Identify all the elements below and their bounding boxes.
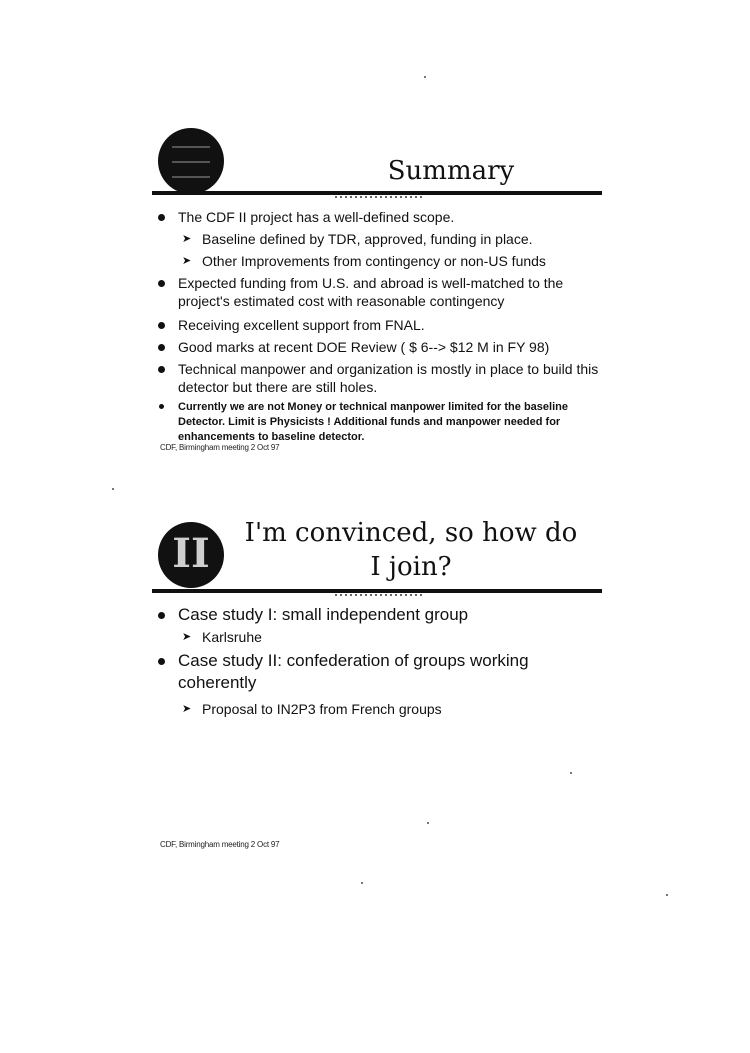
list-item: Case study II: confederation of groups working coherently ➤ Proposal to IN2P3 from French groups — [150, 650, 602, 718]
list-item: Expected funding from U.S. and abroad is well-matched to the project's estimated cost with reasonable contingency — [150, 274, 602, 310]
slide-summary — [150, 125, 602, 455]
bullet-dot-icon — [158, 280, 165, 287]
sub-item: ➤ Karlsruhe — [182, 629, 262, 645]
bullet-dot-icon — [158, 322, 165, 329]
title-rule-dots — [335, 196, 425, 198]
list-item: The CDF II project has a well-defined scope. ➤ Baseline defined by TDR, approved, funding in place. ➤ Other Improvements from contingency or non-US funds — [150, 208, 602, 270]
list-item: Receiving excellent support from FNAL. — [150, 316, 602, 334]
title-rule — [152, 589, 602, 593]
scan-speck — [112, 488, 114, 490]
sub-item: ➤ Proposal to IN2P3 from French groups — [182, 701, 442, 717]
bullet-dot-icon — [158, 214, 165, 221]
cdf-logo-icon — [158, 128, 224, 194]
sub-item: ➤ Other Improvements from contingency or non-US funds — [182, 253, 546, 269]
cdf-logo-icon: II — [158, 522, 224, 588]
slide-join — [150, 515, 602, 855]
bullet-dot-icon — [158, 344, 165, 351]
scan-speck — [427, 822, 429, 824]
bullet-dot-icon — [158, 612, 165, 619]
slide-footer: CDF, Birmingham meeting 2 Oct 97 — [160, 443, 280, 452]
scan-speck — [424, 76, 426, 78]
list-item: Technical manpower and organization is mostly in place to build this detector but there are still holes. — [150, 360, 602, 396]
list-item: Case study I: small independent group ➤ Karlsruhe — [150, 604, 602, 646]
list-item: Good marks at recent DOE Review ( $ 6--> $12 M in FY 98) — [150, 338, 602, 356]
join-bullets — [150, 604, 602, 718]
sub-item: ➤ Baseline defined by TDR, approved, funding in place. — [182, 231, 533, 247]
list-item: Currently we are not Money or technical manpower limited for the baseline Detector. Limit is Physicists ! Additional funds and manpower needed for enhancements to baseline detector. — [150, 400, 602, 445]
slide-footer: CDF, Birmingham meeting 2 Oct 97 — [160, 840, 280, 849]
bullet-dot-icon — [158, 366, 165, 373]
bullet-dot-icon — [159, 404, 164, 409]
slide-title-line1: I'm convinced, so how do — [244, 518, 578, 548]
bullet-dot-icon — [158, 658, 165, 665]
arrow-right-icon: ➤ — [182, 233, 192, 245]
summary-bullets — [150, 208, 602, 445]
slide-title-line2: I join? — [370, 552, 452, 582]
scan-speck — [570, 772, 572, 774]
scan-speck — [666, 894, 668, 896]
title-rule-dots — [335, 594, 425, 596]
arrow-right-icon: ➤ — [182, 255, 192, 267]
arrow-right-icon: ➤ — [182, 703, 192, 715]
scan-speck — [361, 882, 363, 884]
title-rule — [152, 191, 602, 195]
slide-title: Summary — [387, 156, 515, 186]
arrow-right-icon: ➤ — [182, 631, 192, 643]
